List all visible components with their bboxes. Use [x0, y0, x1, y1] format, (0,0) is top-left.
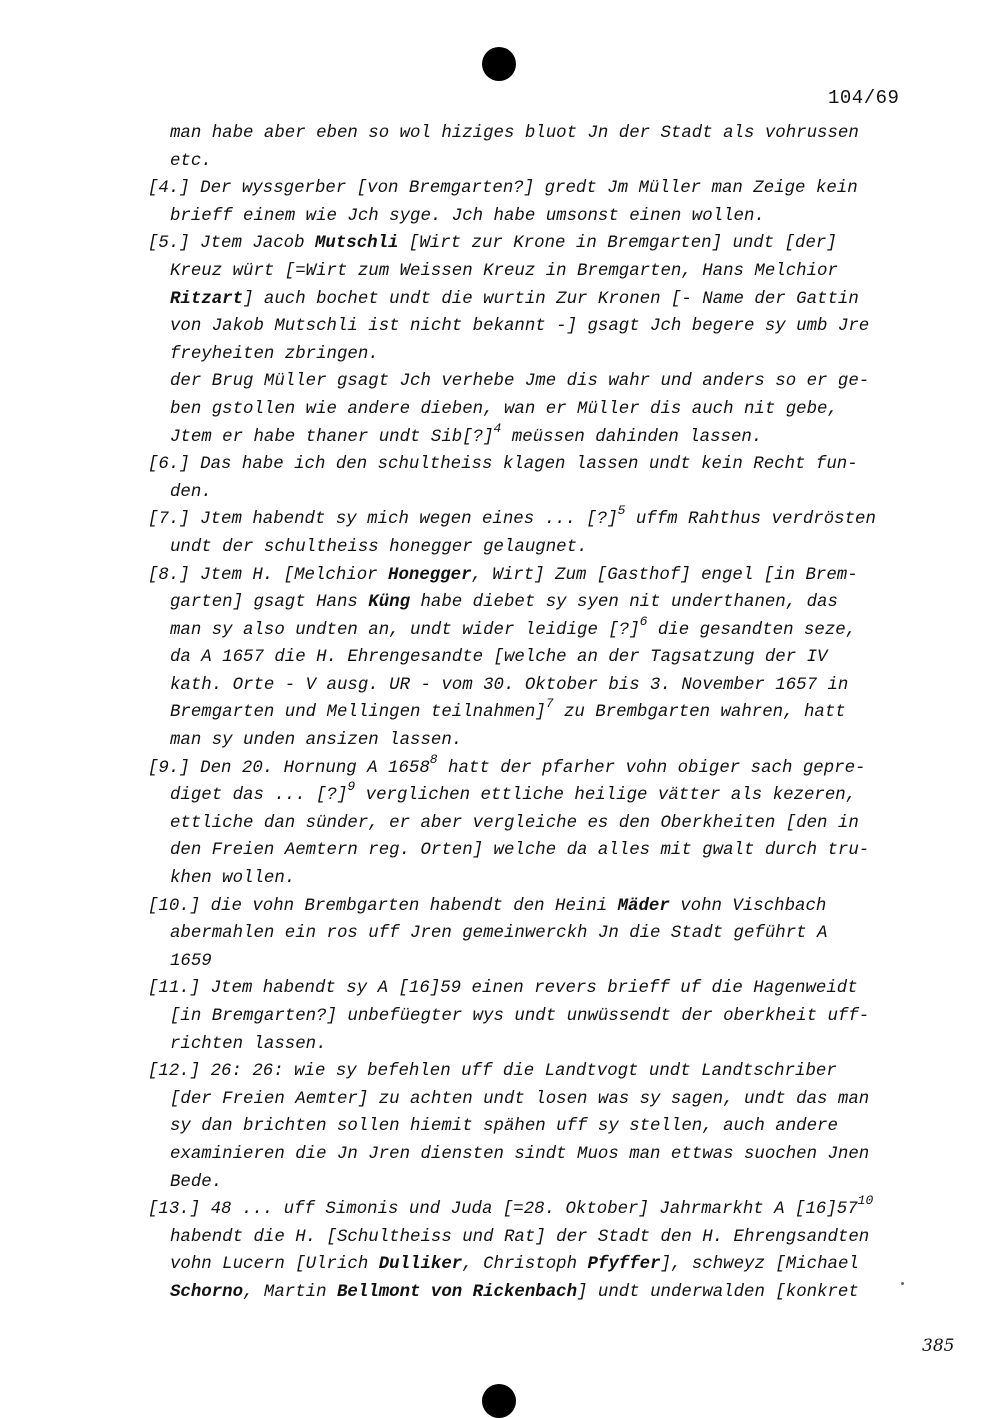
text-segment: [9.] Den 20. Hornung A 1658: [148, 758, 430, 778]
document-body: [148, 120, 918, 1307]
text-segment: [Wirt zur Krone in Bremgarten] undt [der]: [398, 234, 837, 254]
text-line: [148, 1251, 918, 1279]
footnote-ref: 7: [545, 696, 554, 712]
text-segment: zu Brembgarten wahren, hatt: [553, 703, 846, 723]
text-segment: man sy unden ansizen lassen.: [170, 731, 463, 751]
text-segment: [5.] Jtem Jacob: [148, 234, 315, 254]
text-segment: richten lassen.: [170, 1034, 327, 1054]
text-segment: brieff einem wie Jch syge. Jch habe umsonst einen wollen.: [170, 206, 765, 226]
text-segment: [in Bremgarten?] unbefüegter wys undt unwüssendt der oberkheit uff-: [170, 1007, 870, 1026]
bold-name: Mutschli: [314, 234, 399, 254]
text-segment: ] undt underwalden [konkret: [577, 1282, 859, 1302]
text-segment: ben gstollen wie andere dieben, wan er Müller dis auch nit gebe,: [170, 399, 838, 419]
footnote-ref: 6: [639, 613, 648, 629]
text-segment: uffm Rahthus verdrösten: [625, 510, 876, 530]
text-segment: kath. Orte - V ausg. UR - vom 30. Oktober bis 3. November 1657 in: [170, 675, 849, 695]
text-line: [148, 120, 918, 148]
text-segment: ] auch bochet undt die wurtin Zur Kronen [- Name der Gattin: [243, 289, 859, 309]
text-line: [148, 396, 918, 424]
text-line: [148, 1224, 918, 1252]
text-line: [148, 1003, 918, 1031]
speck: [901, 1282, 904, 1285]
bold-name: Honegger: [388, 565, 472, 585]
text-line: [148, 175, 918, 203]
text-segment: examinieren die Jn Jren diensten sindt Muos man ettwas suochen Jnen: [170, 1144, 870, 1164]
text-segment: der Brug Müller gsagt Jch verhebe Jme dis wahr und anders so er ge-: [170, 372, 870, 392]
text-segment: den.: [170, 482, 212, 502]
text-line: [148, 644, 918, 672]
text-segment: , Martin: [243, 1282, 337, 1302]
text-segment: man sy also undten an, undt wider leidige [?]: [170, 620, 640, 640]
text-line: [148, 893, 918, 921]
text-line: [148, 672, 918, 700]
text-segment: abermahlen ein ros uff Jren gemeinwerckh Jn die Stadt geführt A: [170, 924, 828, 944]
text-line: [148, 975, 918, 1003]
text-line: [148, 258, 918, 286]
text-segment: ettliche dan sünder, er aber vergleiche es den Oberkheiten [den in: [170, 813, 859, 833]
text-line: [148, 1141, 918, 1169]
text-segment: verglichen ettliche heilige vätter als kezeren,: [355, 786, 857, 806]
bold-name: Küng: [368, 593, 411, 613]
text-segment: den Freien Aemtern reg. Orten] welche da alles mit gwalt durch tru-: [170, 841, 870, 861]
text-line: [148, 779, 918, 810]
text-segment: diget das ... [?]: [170, 786, 348, 806]
text-line: [148, 810, 918, 838]
text-segment: garten] gsagt Hans: [170, 593, 369, 613]
bold-name: Ritzart: [170, 289, 244, 309]
text-segment: hatt der pfarher vohn obiger sach gepre-: [437, 758, 866, 778]
text-line: [148, 203, 918, 231]
footnote-ref: 8: [429, 751, 438, 767]
text-segment: , Christoph: [462, 1255, 588, 1275]
page-number: 104/69: [828, 87, 900, 109]
text-line: [148, 1169, 918, 1197]
bold-name: Dulliker: [378, 1255, 463, 1275]
text-line: [148, 230, 918, 258]
bold-name: Mäder: [617, 896, 670, 916]
text-line: [148, 1058, 918, 1086]
bold-name: Schorno: [170, 1282, 244, 1302]
text-line: [148, 865, 918, 893]
text-line: [148, 696, 918, 727]
text-segment: meüssen dahinden lassen.: [501, 427, 763, 447]
text-line: [148, 727, 918, 755]
footnote-ref: 9: [347, 779, 356, 795]
text-segment: 1659: [170, 951, 212, 971]
text-segment: [8.] Jtem H. [Melchior: [148, 565, 389, 585]
text-line: [148, 286, 918, 314]
bold-name: Pfyffer: [587, 1255, 661, 1275]
text-segment: Kreuz würt [=Wirt zum Weissen Kreuz in Bremgarten, Hans Melchior: [170, 261, 838, 281]
text-segment: Bremgarten und Mellingen teilnahmen]: [170, 703, 546, 723]
text-segment: man habe aber eben so wol hiziges bluot Jn der Stadt als vohrussen: [170, 124, 859, 143]
text-segment: habendt die H. [Schultheiss und Rat] der Stadt den H. Ehrengsandten: [170, 1227, 870, 1247]
text-line: [148, 534, 918, 562]
text-segment: ], schweyz [Michael: [660, 1255, 859, 1275]
text-segment: sy dan brichten sollen hiemit spähen uff sy stellen, auch andere: [170, 1117, 838, 1137]
bold-name: Bellmont von Rickenbach: [337, 1282, 578, 1302]
text-segment: undt der schultheiss honegger gelaugnet.: [170, 537, 588, 557]
punch-hole-bottom: [482, 1384, 516, 1418]
text-segment: vohn Vischbach: [669, 896, 827, 916]
text-segment: etc.: [170, 151, 212, 171]
text-line: [148, 613, 918, 645]
text-segment: [7.] Jtem habendt sy mich wegen eines ... [?]: [148, 510, 618, 530]
footnote-ref: 4: [493, 420, 502, 436]
footnote-ref: 10: [857, 1193, 874, 1209]
text-line: [148, 341, 918, 369]
text-segment: [11.] Jtem habendt sy A [16]59 einen revers brieff uf die Hagenweidt: [148, 979, 858, 999]
text-line: [148, 479, 918, 507]
text-segment: freyheiten zbringen.: [170, 344, 379, 364]
text-line: [148, 1113, 918, 1141]
footnote-ref: 5: [617, 503, 626, 519]
text-line: [148, 313, 918, 341]
text-line: [148, 420, 918, 452]
text-line: [148, 1279, 918, 1307]
text-line: [148, 948, 918, 976]
text-segment: [4.] Der wyssgerber [von Bremgarten?] gredt Jm Müller man Zeige kein: [148, 179, 858, 199]
text-line: [148, 451, 918, 479]
text-line: [148, 562, 918, 590]
text-line: [148, 1193, 918, 1224]
text-segment: habe diebet sy syen nit underthanen, das: [410, 593, 838, 613]
text-line: [148, 837, 918, 865]
text-segment: [12.] 26: 26: wie sy befehlen uff die Landtvogt undt Landtschriber: [148, 1062, 837, 1082]
handwritten-folio-mark: 385: [922, 1336, 955, 1356]
text-segment: vohn Lucern [Ulrich: [170, 1255, 379, 1275]
text-line: [148, 920, 918, 948]
text-segment: die gesandten seze,: [647, 620, 857, 640]
text-segment: [6.] Das habe ich den schultheiss klagen lassen undt kein Recht fun-: [148, 455, 858, 475]
text-line: [148, 589, 918, 617]
text-segment: [13.] 48 ... uff Simonis und Juda [=28. Oktober] Jahrmarkht A [16]57: [148, 1200, 858, 1220]
text-line: [148, 751, 918, 783]
text-segment: khen wollen.: [170, 869, 296, 889]
text-segment: [10.] die vohn Brembgarten habendt den Heini: [148, 896, 618, 916]
text-line: [148, 368, 918, 396]
text-segment: , Wirt] Zum [Gasthof] engel [in Brem-: [471, 565, 858, 585]
text-segment: Jtem er habe thaner undt Sib[?]: [170, 427, 494, 447]
text-segment: [der Freien Aemter] zu achten undt losen was sy sagen, undt das man: [170, 1089, 870, 1109]
text-line: [148, 148, 918, 176]
punch-hole-top: [482, 47, 516, 81]
text-segment: Bede.: [170, 1172, 223, 1192]
text-line: [148, 1031, 918, 1059]
text-segment: von Jakob Mutschli ist nicht bekannt -] gsagt Jch begere sy umb Jre: [170, 317, 870, 337]
text-segment: da A 1657 die H. Ehrengesandte [welche an der Tagsatzung der IV: [170, 648, 828, 668]
text-line: [148, 1086, 918, 1114]
text-line: [148, 503, 918, 534]
